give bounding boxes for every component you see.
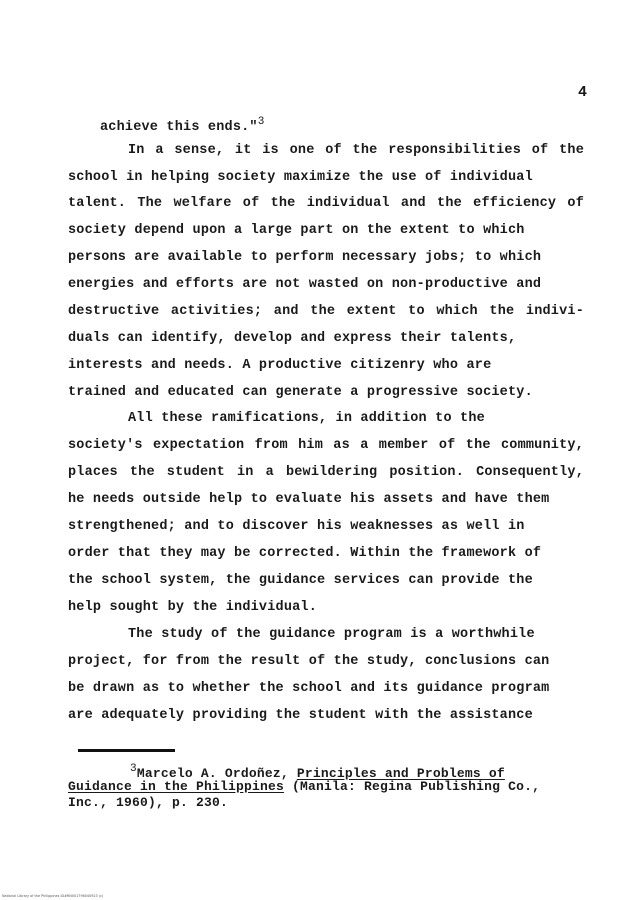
body-line: persons are available to perform necessary jobs; to which [68,250,542,265]
body-line: strengthened; and to discover his weaknesses as well in [68,519,525,534]
body-line: talent. The welfare of the individual and the efficiency of [68,196,584,211]
body-line: duals can identify, develop and express their talents, [68,331,517,346]
body-line: project, for from the result of the study, conclusions can [68,654,550,669]
footnote-line: Inc., 1960), p. 230. [68,795,229,810]
footnote-separator [78,749,175,752]
body-line: The study of the guidance program is a worthwhile [128,627,535,642]
body-line: are adequately providing the student with the assistance [68,708,533,723]
footer-stamp: National Library of the Philippines ID#RN001796040923 (c) [2,894,104,898]
footnote-marker: 3 [130,763,137,775]
footnote-author: Marcelo A. Ordoñez, [136,766,297,781]
body-line: trained and educated can generate a progressive society. [68,385,533,400]
body-line: In a sense, it is one of the responsibilities of the [128,143,584,158]
footnote-title: Principles and Problems of [296,766,505,781]
body-line: order that they may be corrected. Within the framework of [68,546,542,561]
footnote-reference: 3 [257,116,265,128]
body-line: interests and needs. A productive citizenry who are [68,358,492,373]
footnote-publisher: (Manila: Regina Publishing Co., [284,779,541,794]
footnote-title: Guidance in the Philippines [68,779,285,794]
body-line: achieve this ends."$^3$ [100,116,265,135]
body-line: destructive activities; and the extent to which the indivi- [68,304,584,319]
body-line: help sought by the individual. [68,600,318,615]
body-line: energies and efforts are not wasted on non-productive and [68,277,542,292]
body-line: the school system, the guidance services can provide the [68,573,533,588]
body-line: be drawn as to whether the school and its guidance program [68,681,550,696]
body-line: All these ramifications, in addition to the [128,411,485,426]
body-line: he needs outside help to evaluate his assets and have them [68,492,550,507]
body-line: places the student in a bewildering position. Consequently, [68,465,584,480]
body-line: school in helping society maximize the use of individual [68,170,533,185]
body-line: society depend upon a large part on the extent to which [68,223,525,238]
page-number: 4 [578,84,588,101]
footnote-line [68,779,540,794]
body-line: society's expectation from him as a member of the community, [68,438,584,453]
